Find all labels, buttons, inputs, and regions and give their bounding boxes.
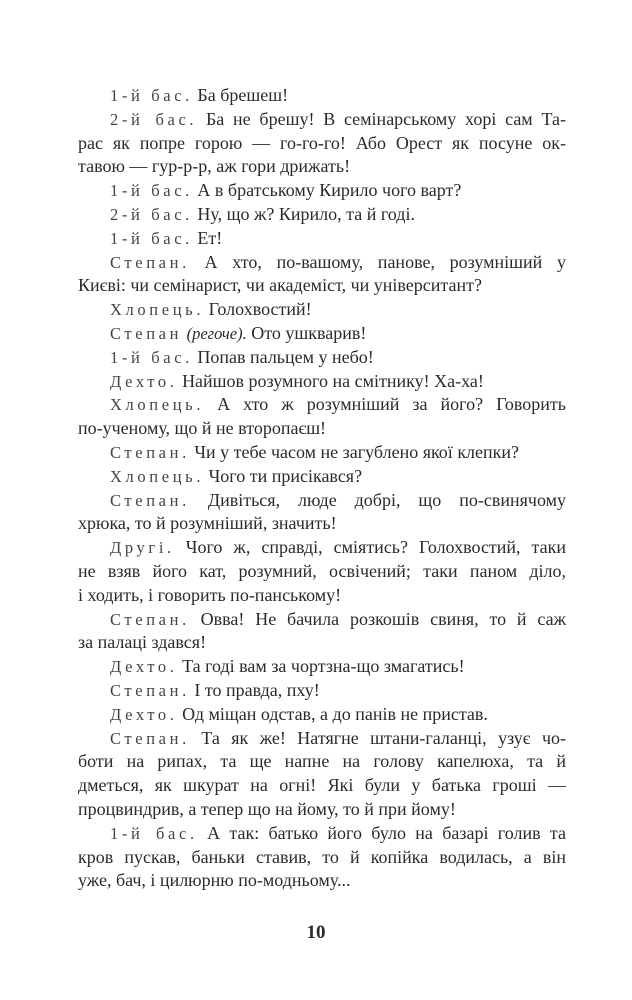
dialogue-paragraph	[78, 536, 566, 607]
speaker-name: 1-й бас.	[110, 228, 193, 248]
text-line	[78, 512, 566, 536]
text-line	[78, 631, 566, 655]
speaker-name: 2-й бас.	[110, 204, 193, 224]
dialogue-paragraph	[78, 84, 566, 108]
speaker-name: 1-й бас.	[110, 823, 198, 843]
text-line	[78, 560, 566, 584]
speaker-name: Дехто.	[110, 657, 178, 677]
text-line	[78, 155, 566, 179]
line-text: хрюка, то й розумніший, значить!	[78, 513, 337, 534]
dialogue-paragraph	[78, 393, 566, 441]
line-text: процвиндрив, а тепер що на йому, то й при йому!	[78, 798, 456, 819]
speaker-name: Хлопець.	[110, 395, 205, 415]
line-text: І то правда, пху!	[194, 679, 320, 700]
line-text: кров пускав, баньки ставив, то й копійка водилась, а він	[78, 846, 566, 867]
dialogue-paragraph	[78, 489, 566, 537]
text-line	[78, 655, 566, 679]
text-line	[78, 179, 566, 203]
dialogue-paragraph	[78, 251, 566, 299]
stage-direction: (регоче).	[186, 323, 247, 343]
dialogue-paragraph	[78, 346, 566, 370]
text-line	[78, 251, 566, 275]
text-line	[78, 132, 566, 156]
speaker-name: 2-й бас.	[110, 109, 198, 129]
text-line	[78, 441, 566, 465]
speaker-name: Степан.	[110, 609, 190, 629]
page-number: 10	[306, 922, 326, 943]
speaker-name: Степан.	[110, 680, 190, 700]
line-text: Ба не брешу! В семінарському хорі сам Та-	[205, 108, 566, 129]
line-text: не взяв його кат, розумний, освічений; таки паном діло,	[78, 560, 566, 581]
text-line	[78, 869, 566, 893]
text-line	[78, 679, 566, 703]
text-line	[78, 750, 566, 774]
dialogue-paragraph	[78, 203, 566, 227]
text-line	[78, 298, 566, 322]
speaker-name: Дехто.	[110, 704, 178, 724]
speaker-name: Степан.	[110, 252, 190, 272]
line-text: уже, бач, і цилюрню по-модньому...	[78, 870, 351, 891]
dialogue-paragraph	[78, 322, 566, 346]
line-text: Голохвостий!	[208, 299, 312, 320]
speaker-name: 1-й бас.	[110, 181, 193, 201]
text-line	[78, 227, 566, 251]
speaker-name: Степан	[110, 323, 183, 343]
dialogue-paragraph	[78, 608, 566, 656]
line-text: боти на рипах, та ще напне на голову капелюха, та й	[78, 751, 566, 772]
dialogue-paragraph	[78, 108, 566, 179]
speaker-name: Дехто.	[110, 371, 178, 391]
text-line	[78, 203, 566, 227]
speaker-name: Хлопець.	[110, 466, 205, 486]
line-text: Овва! Не бачила розкошів свиня, то й саж	[200, 608, 567, 629]
speaker-name: Хлопець.	[110, 300, 205, 320]
line-text: Од міщан одстав, а до панів не пристав.	[182, 703, 488, 724]
speaker-name: Степан.	[110, 442, 190, 462]
text-line	[78, 846, 566, 870]
text-line	[78, 393, 566, 417]
text-line	[78, 703, 566, 727]
dialogue-paragraph	[78, 465, 566, 489]
text-line	[78, 489, 566, 513]
line-text: Чого ж, справді, сміятись? Голохвостий, таки	[185, 537, 567, 558]
text-line	[78, 536, 566, 560]
line-text: Найшов розумного на смітнику! Ха-ха!	[182, 370, 484, 391]
line-text: дметься, як шкурат на огні! Які були у батька гроші —	[78, 775, 566, 796]
line-text: А в братському Кирило чого варт?	[197, 180, 462, 201]
line-text: Чи у тебе часом не загублено якої клепки?	[194, 441, 520, 462]
line-text: А хто, по-вашому, панове, розумніший у	[204, 251, 566, 272]
line-text: Ну, що ж? Кирило, та й годі.	[197, 203, 415, 224]
text-line	[78, 108, 566, 132]
dialogue-paragraph	[78, 298, 566, 322]
line-text: Ба брешеш!	[197, 85, 289, 105]
line-text: Чого ти присікався?	[208, 465, 363, 486]
line-text: і ходить, і говорить по-панському!	[78, 584, 342, 605]
play-text	[78, 84, 566, 893]
line-text: тавою — гур-р-р, аж гори дрижать!	[78, 156, 351, 177]
speaker-name: 1-й бас.	[110, 86, 193, 105]
dialogue-paragraph	[78, 370, 566, 394]
line-text: рас як попре горою — го-го-го! Або Орест як посуне ок-	[78, 132, 566, 153]
text-line	[78, 84, 566, 108]
text-line	[78, 322, 566, 346]
text-line	[78, 798, 566, 822]
text-line	[78, 370, 566, 394]
dialogue-paragraph	[78, 179, 566, 203]
line-text: Дивіться, люде добрі, що по-свинячому	[207, 489, 567, 510]
line-text: по-ученому, що й не второпаєш!	[78, 418, 327, 439]
line-text: Ото ушкварив!	[251, 322, 367, 343]
dialogue-paragraph	[78, 703, 566, 727]
dialogue-paragraph	[78, 727, 566, 822]
text-line	[78, 417, 566, 441]
speaker-name: Другі.	[110, 538, 175, 558]
line-text: за палаці здався!	[78, 632, 207, 653]
speaker-name: Степан.	[110, 490, 190, 510]
text-line	[78, 274, 566, 298]
line-text: Києві: чи семінарист, чи академіст, чи університант?	[78, 275, 482, 296]
text-line	[78, 727, 566, 751]
text-line	[78, 822, 566, 846]
text-line	[78, 465, 566, 489]
speaker-name: 1-й бас.	[110, 347, 193, 367]
line-text: Ет!	[197, 227, 223, 248]
dialogue-paragraph	[78, 655, 566, 679]
speaker-name: Степан.	[110, 728, 190, 748]
text-line	[78, 774, 566, 798]
text-line	[78, 584, 566, 608]
line-text: А так: батько його було на базарі голив та	[207, 822, 566, 843]
dialogue-paragraph	[78, 822, 566, 893]
text-line	[78, 346, 566, 370]
line-text: Та як же! Натягне штани-галанці, узує чо-	[201, 727, 567, 748]
line-text: Попав пальцем у небо!	[197, 346, 374, 367]
dialogue-paragraph	[78, 227, 566, 251]
line-text: Та годі вам за чортзна-що змагатись!	[182, 656, 465, 677]
dialogue-paragraph	[78, 679, 566, 703]
text-line	[78, 608, 566, 632]
dialogue-paragraph	[78, 441, 566, 465]
line-text: А хто ж розумніший за його? Говорить	[217, 394, 567, 415]
